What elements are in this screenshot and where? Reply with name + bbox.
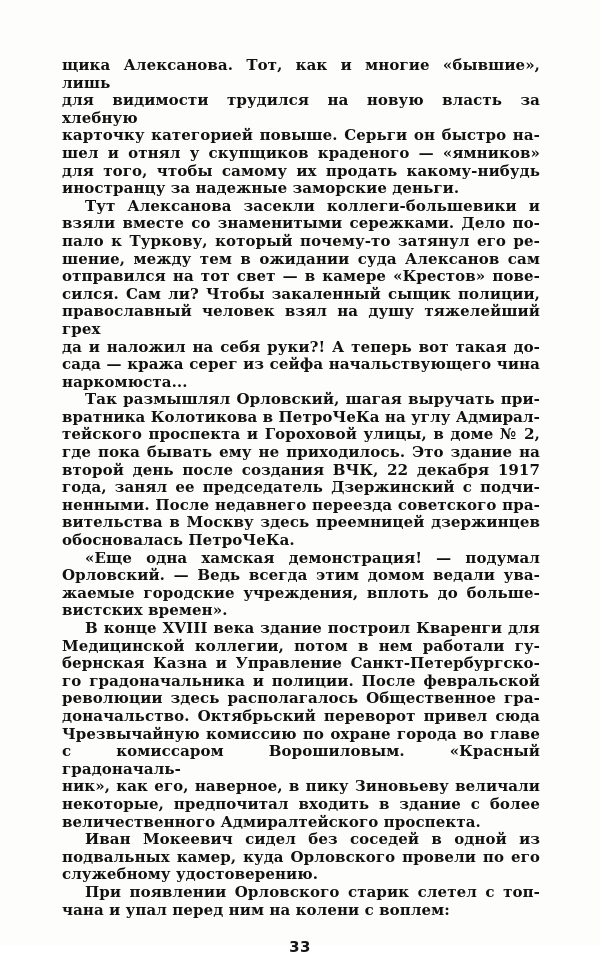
text-line: обосновалась ПетроЧеКа.: [62, 531, 295, 550]
text-line: величественного Адмиралтейского проспекта.: [62, 812, 481, 831]
text-line: пало к Туркову, который почему-то затянул его ре-: [62, 231, 540, 250]
text-line: иностранцу за надежные заморские деньги.: [62, 179, 460, 198]
text-line: Так размышлял Орловский, шагая выручать при-: [85, 390, 540, 409]
text-line: года, занял ее председатель Дзержинский с подчи-: [62, 478, 540, 497]
text-line: карточку категорией повыше. Серьги он быстро на-: [62, 126, 540, 145]
text-line: Чрезвычайную комиссию по охране города во главе: [62, 724, 540, 743]
text-line: для видимости трудился на новую власть за хлебную: [62, 91, 540, 127]
text-line: да и наложил на себя руки?! А теперь вот такая до-: [62, 337, 540, 356]
text-line: для того, чтобы самому их продать какому-нибудь: [62, 161, 540, 180]
text-line: сился. Сам ли? Чтобы закаленный сыщик полиции,: [62, 284, 540, 303]
text-line: бернская Казна и Управление Санкт-Петербургско-: [62, 654, 540, 673]
text-line: православный человек взял на душу тяжелейший грех: [62, 302, 540, 338]
text-line: служебному удостоверению.: [62, 865, 319, 884]
text-line: При появлении Орловского старик слетел с топ-: [85, 882, 540, 901]
text-line: тейского проспекта и Гороховой улицы, в доме № 2,: [62, 425, 540, 444]
text-line: второй день после создания ВЧК, 22 декабря 1917: [62, 460, 540, 479]
text-line: некоторые, предпочитал входить в здание с более: [62, 794, 540, 813]
text-line: ненными. После недавнего переезда советского пра-: [62, 495, 540, 514]
text-line: вистских времен».: [62, 601, 228, 620]
text-line: вительства в Москву здесь преемницей дзержинцев: [62, 513, 540, 532]
text-line: сада — кража серег из сейфа начальствующего чина: [62, 355, 540, 374]
text-line: взяли вместе со знаменитыми сережками. Дело по-: [62, 214, 540, 233]
text-line: го градоначальника и полиции. После февральской: [62, 671, 540, 690]
text-line: отправился на тот свет — в камере «Крестов» пове-: [62, 267, 540, 286]
text-line: Тут Алексанова засекли коллеги-большевики и: [85, 196, 540, 215]
page-number: 33: [289, 938, 311, 956]
text-line: доначальство. Октябрьский переворот привел сюда: [62, 706, 540, 725]
text-line: наркомюста...: [62, 372, 188, 391]
text-line: подвальных камер, куда Орловского провели по его: [62, 847, 540, 866]
text-line: Иван Мокеевич сидел без соседей в одной из: [85, 830, 540, 849]
text-line: Медицинской коллегии, потом в нем работали гу-: [62, 636, 540, 655]
text-line: В конце XVIII века здание построил Кваренги для: [85, 619, 540, 637]
text-line: революции здесь располагалось Общественное гра-: [62, 689, 540, 708]
text-line: где пока бывать ему не приходилось. Это здание на: [62, 443, 540, 462]
text-line: Орловский. — Ведь всегда этим домом ведали ува-: [62, 566, 540, 585]
text-line: щика Алексанова. Тот, как и многие «бывшие», лишь: [62, 56, 540, 92]
text-line: жаемые городские учреждения, вплоть до больше-: [62, 583, 540, 602]
text-line: ник», как его, наверное, в пику Зиновьеву величали: [62, 777, 540, 796]
text-line: шел и отнял у скупщиков краденого — «ямников»: [62, 143, 540, 162]
text-line: чана и упал перед ним на колени с воплем:: [62, 900, 450, 919]
text-line: шение, между тем в ожидании суда Алексанов сам: [62, 249, 540, 268]
text-line: с комиссаром Ворошиловым. «Красный градоначаль-: [62, 742, 540, 778]
text-line: «Еще одна хамская демонстрация! — подумал: [85, 548, 540, 567]
text-line: вратника Колотикова в ПетроЧеКа на углу Адмирал-: [62, 407, 540, 426]
